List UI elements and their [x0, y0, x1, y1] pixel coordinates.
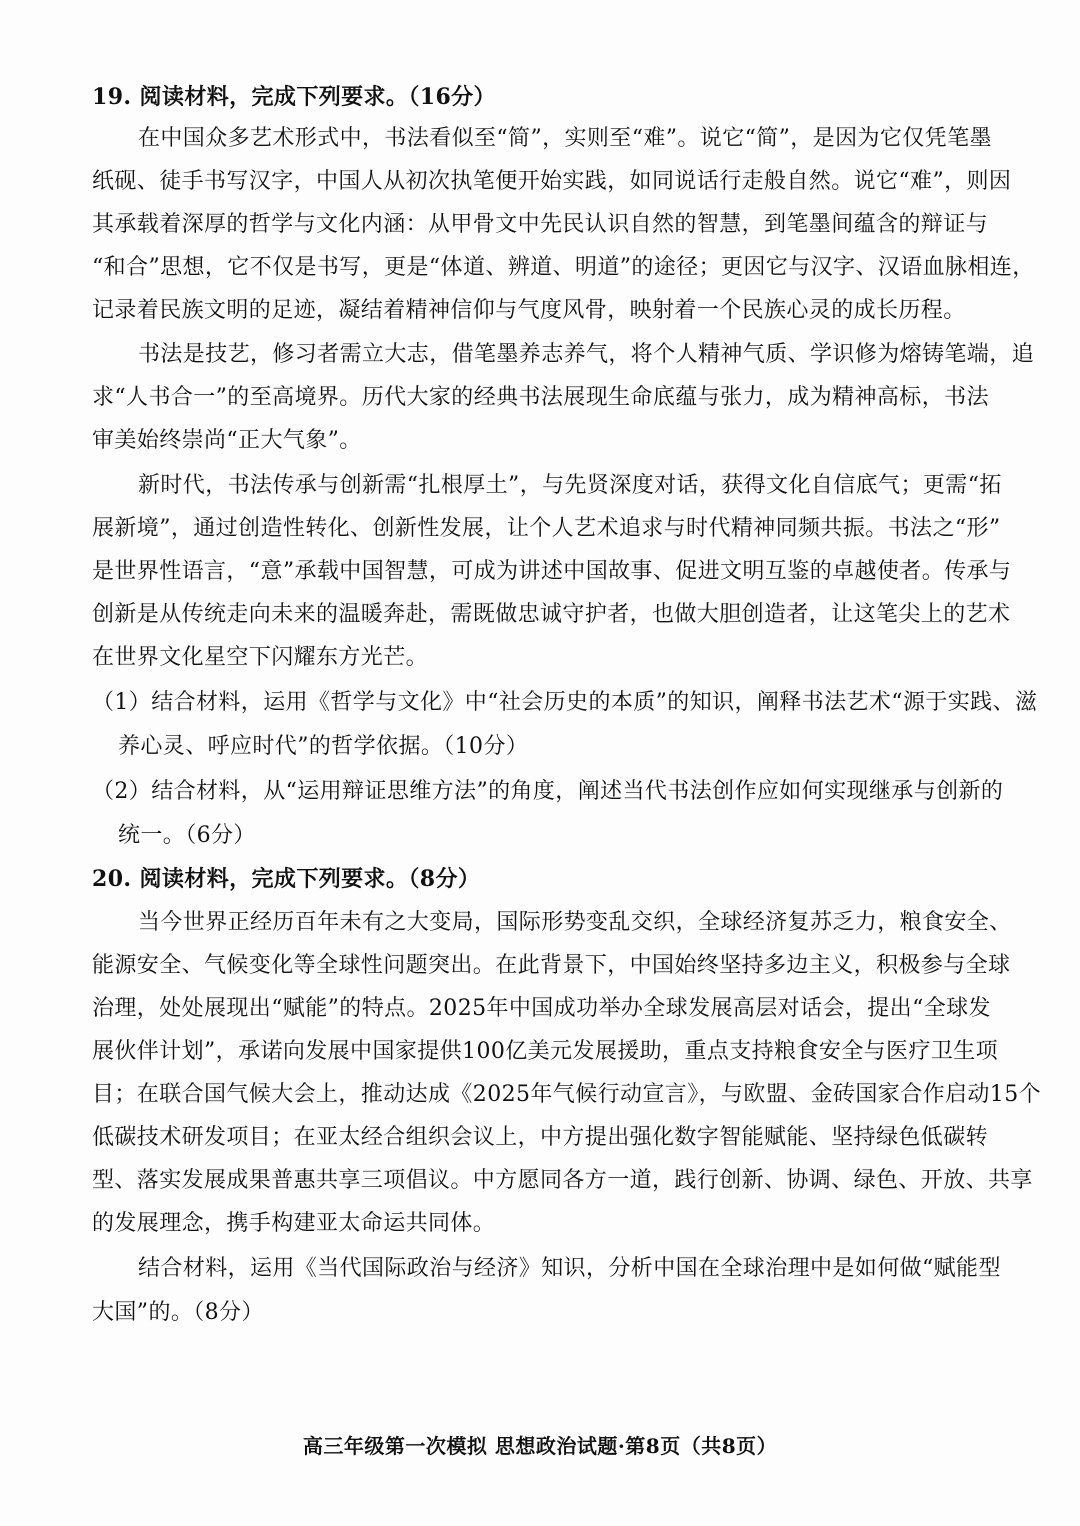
q19-material-line: 其承载着深厚的哲学与文化内涵：从甲骨文中先民认识自然的智慧，到笔墨间蕴含的辩证与: [92, 212, 989, 237]
q20-material-line: 型、落实发展成果普惠共享三项倡议。中方愿同各方一道，践行创新、协调、绿色、开放、共享: [92, 1168, 1033, 1193]
q19-material-line: 在中国众多艺术形式中，书法看似至“简”，实则至“难”。说它“简”，是因为它仅凭笔墨: [138, 126, 992, 151]
q20-material-line: 低碳技术研发项目；在亚太经合组织会议上，中方提出强化数字智能赋能、坚持绿色低碳转: [92, 1125, 989, 1150]
q19-material-line: “和合”思想，它不仅是书写，更是“体道、辨道、明道”的途径；更因它与汉字、汉语血脉相连，: [92, 255, 1035, 280]
q19-material-line: 书法是技艺，修习者需立大志，借笔墨养志养气，将个人精神气质、学识修为熔铸笔端，追: [138, 342, 1035, 367]
question-19-title: 19. 阅读材料，完成下列要求。（16分）: [92, 84, 496, 110]
q20-material-line: 展伙伴计划”，承诺向发展中国家提供100亿美元发展援助，重点支持粮食安全与医疗卫生项: [92, 1039, 999, 1064]
page-footer: 高三年级第一次模拟 思想政治试题·第8页（共8页）: [302, 1434, 778, 1458]
q20-question-line: 结合材料，运用《当代国际政治与经济》知识，分析中国在全球治理中是如何做“赋能型: [138, 1256, 1001, 1281]
question-20-title: 20. 阅读材料，完成下列要求。（8分）: [92, 866, 481, 892]
q19-subquestion-1: （1）结合材料，运用《哲学与文化》中“社会历史的本质”的知识，阐释书法艺术“源于实践、滋: [92, 690, 1038, 715]
q19-material-line: 记录着民族文明的足迹，凝结着精神信仰与气度风骨，映射着一个民族心灵的成长历程。: [92, 298, 966, 323]
q19-material-line: 创新是从传统走向未来的温暖奔赴，需既做忠诚守护者，也做大胆创造者，让这笔尖上的艺术: [92, 602, 1011, 627]
q19-subquestion-2-cont: 统一。（6分）: [118, 823, 256, 848]
q20-question-line: 大国”的。（8分）: [92, 1300, 264, 1325]
q19-subquestion-2: （2）结合材料，从“运用辩证思维方法”的角度，阐述当代书法创作应如何实现继承与创新的: [92, 779, 1004, 804]
q19-material-line: 纸砚、徒手书写汉字，中国人从初次执笔便开始实践，如同说话行走般自然。说它“难”，则因: [92, 169, 1012, 194]
q19-material-line: 新时代，书法传承与创新需“扎根厚土”，与先贤深度对话，获得文化自信底气；更需“拓: [138, 473, 1002, 498]
q20-material-line: 治理，处处展现出“赋能”的特点。2025年中国成功举办全球发展高层对话会，提出“全球发: [92, 996, 991, 1021]
q19-material-line: 求“人书合一”的至高境界。历代大家的经典书法展现生命底蕴与张力，成为精神高标，书法: [92, 385, 989, 410]
q19-material-line: 展新境”，通过创造性转化、创新性发展，让个人艺术追求与时代精神同频共振。书法之“形”: [92, 516, 1001, 541]
q20-material-line: 目；在联合国气候大会上，推动达成《2025年气候行动宣言》，与欧盟、金砖国家合作启动15个: [92, 1082, 1041, 1107]
q19-subquestion-1-cont: 养心灵、呼应时代”的哲学依据。（10分）: [118, 734, 529, 759]
q19-material-line: 审美始终崇尚“正大气象”。: [92, 428, 362, 453]
q20-material-line: 能源安全、气候变化等全球性问题突出。在此背景下，中国始终坚持多边主义，积极参与全球: [92, 953, 1011, 978]
q19-material-line: 在世界文化星空下闪耀东方光芒。: [92, 645, 429, 670]
q20-material-line: 当今世界正经历百年未有之大变局，国际形势变乱交织，全球经济复苏乏力，粮食安全、: [138, 910, 1012, 935]
q20-material-line: 的发展理念，携手构建亚太命运共同体。: [92, 1211, 496, 1236]
q19-material-line: 是世界性语言，“意”承载中国智慧，可成为讲述中国故事、促进文明互鉴的卓越使者。传承与: [92, 559, 1012, 584]
